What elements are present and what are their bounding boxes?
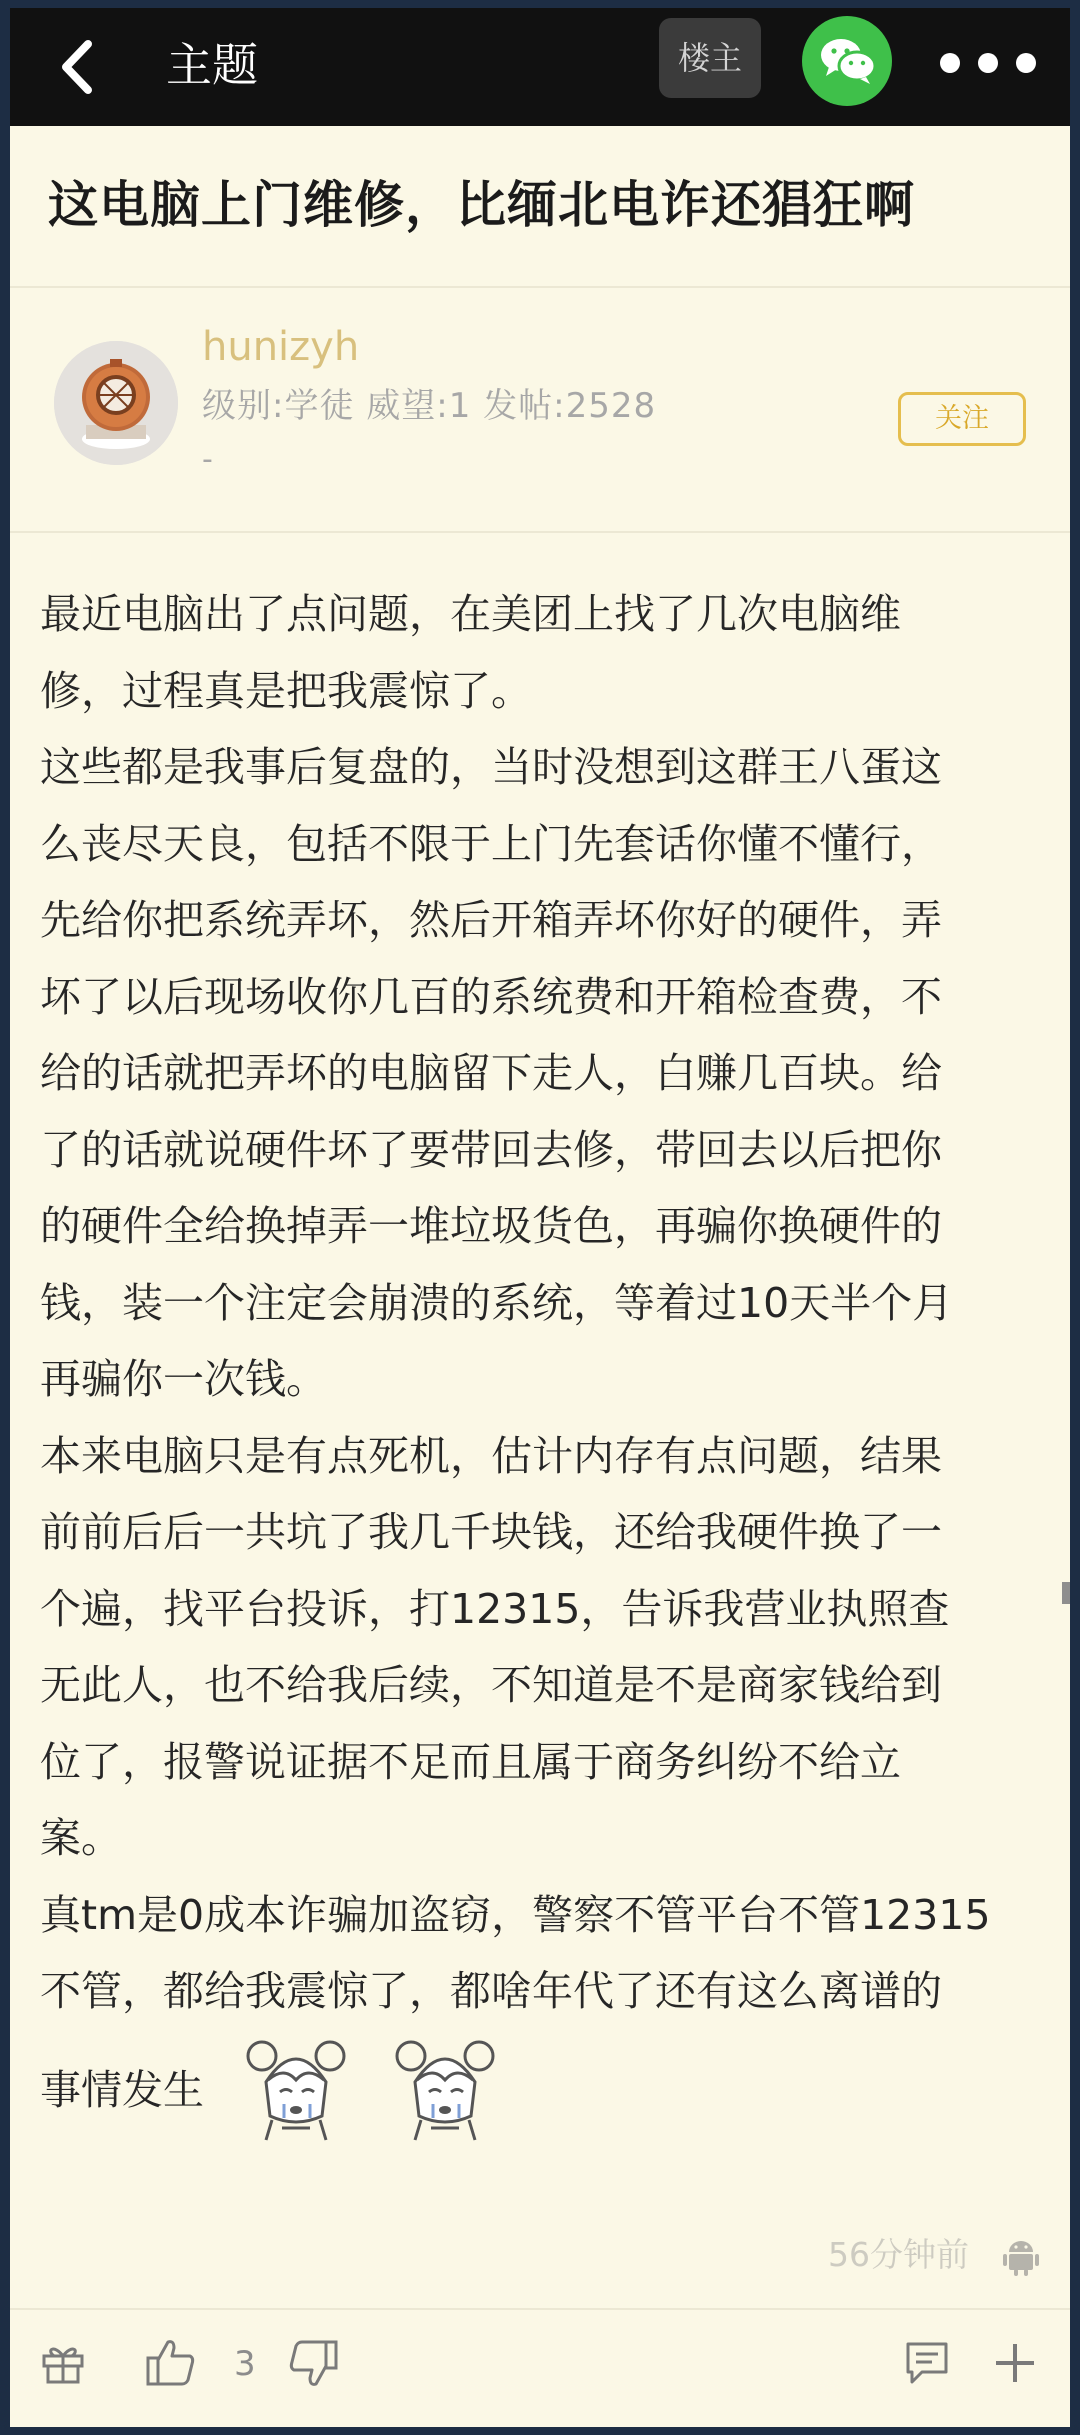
crying-girl-emoticon	[381, 2024, 511, 2142]
post-line: 个遍，找平台投诉，打12315，告诉我营业执照查	[40, 1584, 950, 1633]
page-title: 主题	[166, 38, 258, 92]
post-line: 无此人，也不给我后续，不知道是不是商家钱给到	[40, 1661, 942, 1709]
post-line: 再骗你一次钱。	[40, 1355, 327, 1403]
post-content	[40, 576, 1050, 2150]
post-line: 前前后后一共坑了我几千块钱，还给我硬件换了一	[40, 1508, 942, 1556]
android-icon	[1002, 2236, 1040, 2276]
post-line: 钱，装一个注定会崩溃的系统，等着过10天半个月	[40, 1278, 954, 1327]
post-line: 坏了以后现场收你几百的系统费和开箱检查费，不	[40, 972, 942, 1021]
wechat-icon	[819, 36, 877, 86]
post-line: 的硬件全给换掉弄一堆垃圾货色，再骗你换硬件的	[40, 1202, 942, 1250]
post-line: 真tm是0成本诈骗加盗窃，警察不管平台不管12315	[40, 1890, 991, 1939]
author-avatar[interactable]	[54, 341, 178, 465]
post-time: 56分钟前	[828, 2235, 969, 2274]
thread-title: 这电脑上门维修，比缅北电诈还猖狂啊	[48, 176, 915, 234]
post-line: 么丧尽天良，包括不限于上门先套话你懂不懂行，	[40, 819, 942, 868]
gift-icon[interactable]	[40, 2340, 86, 2386]
scrollbar[interactable]	[1062, 1582, 1070, 1604]
post-line: 本来电脑只是有点死机，估计内存有点问题，结果	[40, 1431, 942, 1480]
back-chevron-icon[interactable]	[56, 38, 106, 96]
post-line: 不管，都给我震惊了，都啥年代了还有这么离谱的	[40, 1967, 942, 2015]
diving-helmet-avatar	[54, 341, 178, 465]
divider	[10, 2308, 1070, 2310]
post-line: 修，过程真是把我震惊了。	[40, 666, 532, 715]
post-line-last: 事情发生	[40, 2030, 1050, 2150]
more-dots-icon[interactable]	[940, 48, 1040, 78]
divider	[10, 286, 1070, 288]
page-frame	[10, 8, 1070, 2427]
like-count: 3	[234, 2344, 256, 2384]
divider	[10, 531, 1070, 533]
crying-girl-emoticon	[232, 2024, 362, 2142]
thumbs-down-icon[interactable]	[286, 2336, 340, 2390]
post-lines	[40, 576, 1050, 2030]
post-line: 这些都是我事后复盘的，当时没想到这群王八蛋这	[40, 743, 942, 791]
thumbs-up-icon[interactable]	[144, 2336, 198, 2390]
plus-icon[interactable]	[992, 2340, 1038, 2386]
post-line: 了的话就说硬件坏了要带回去修，带回去以后把你	[40, 1125, 942, 1174]
action-bar	[10, 2316, 1070, 2426]
comment-icon[interactable]	[902, 2338, 952, 2388]
op-only-button[interactable]: 楼主	[659, 18, 761, 98]
follow-button[interactable]: 关注	[898, 392, 1026, 446]
author-meta: 级别:学徒 威望:1 发帖:2528	[202, 386, 657, 426]
post-line: 最近电脑出了点问题，在美团上找了几次电脑维	[40, 590, 901, 638]
author-extra: -	[202, 442, 213, 477]
post-line: 位了，报警说证据不足而且属于商务纠纷不给立	[40, 1737, 901, 1786]
post-line: 给的话就把弄坏的电脑留下走人，白赚几百块。给	[40, 1049, 942, 1097]
post-line: 案。	[40, 1814, 122, 1862]
top-bar	[10, 8, 1070, 126]
post-line: 先给你把系统弄坏，然后开箱弄坏你好的硬件，弄	[40, 896, 942, 944]
author-name[interactable]: hunizyh	[202, 324, 360, 370]
wechat-share-button[interactable]	[802, 16, 892, 106]
